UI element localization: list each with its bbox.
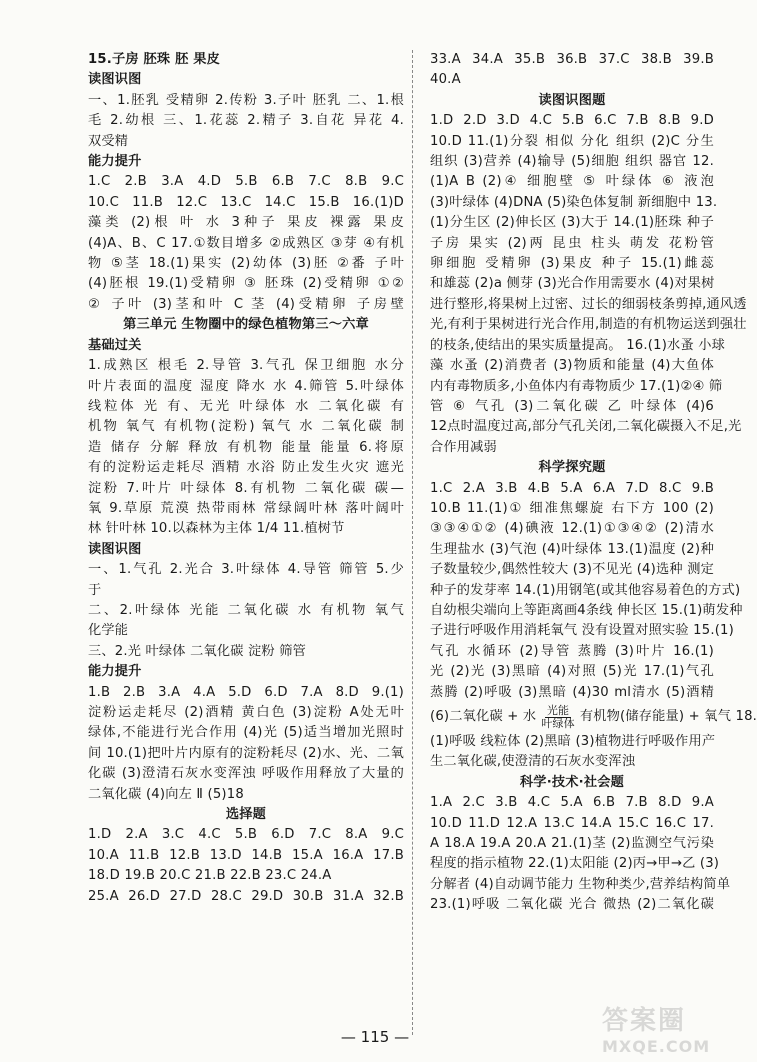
answer-line: (4)A、B、C 17.①数目增多 ②成熟区 ③芽 ④有机 — [88, 235, 404, 251]
answer-line: (1)A B (2)④ 细胞壁 ⑤ 叶绿体 ⑥ 液泡 — [430, 174, 714, 190]
answer-line: 生二氧化碳,使澄清的石灰水变浑浊 — [430, 754, 636, 770]
formula-prefix: (6)二氧化碳 + 水 — [430, 709, 537, 725]
answer-line: 二、2.叶绿体 光能 二氧化碳 水 有机物 氧气 — [88, 602, 404, 618]
answer-line: 一、1.气孔 2.光合 3.叶绿体 4.导管 筛管 5.少 — [88, 562, 404, 578]
answer-line: 12点时温度过高,部分气孔关闭,二氧化碳摄入不足,光 — [430, 419, 742, 435]
answer-line: 1.D 2.D 3.D 4.C 5.B 6.C 7.B 8.B 9.D — [430, 113, 714, 129]
answer-line: 氧 9.草原 荒漠 热带雨林 常绿阔叶林 落叶阔叶 — [88, 500, 404, 516]
answer-line: 1.B 2.B 3.A 4.A 5.D 6.D 7.A 8.D 9.(1) — [88, 684, 404, 700]
answer-line: 10.D 11.D 12.A 13.C 14.A 15.C 16.C 17. — [430, 815, 714, 831]
left-column — [88, 50, 404, 907]
answer-line: 化碳 (3)澄清石灰水变浑浊 呼吸作用释放了大量的 — [88, 766, 404, 782]
photosynthesis-formula — [430, 704, 757, 730]
answer-line: 子数量较少,偶然性较大 (3)不见光 (4)选种 测定 — [430, 562, 714, 578]
answer-line: 10.B 11.(1)① 细准焦螺旋 右下方 100 (2) — [430, 500, 714, 516]
answer-line: 23.(1)呼吸 二氧化碳 光合 微热 (2)二氧化碳 — [430, 897, 714, 913]
answer-line: 的枝条,使结出的果实质量提高。 16.(1)水蚤 小球 — [430, 337, 726, 353]
answer-line: 光,有利于果树进行光合作用,制造的有机物运送到强壮 — [430, 317, 747, 333]
answer-line: 淀粉运走耗尽 (2)酒精 黄白色 (3)淀粉 A处无叶 — [88, 705, 404, 720]
answer-line: 淀粉 7.叶片 叶绿体 8.有机物 二氧化碳 碳— — [88, 480, 404, 496]
answer-line: 化学能 — [88, 623, 129, 639]
formula-under: 叶绿体 — [541, 717, 575, 730]
answer-line: 和雄蕊 (2)a 侧芽 (3)光合作用需要水 (4)对果树 — [430, 276, 715, 292]
section-heading: 能力提升 — [88, 154, 142, 170]
answer-line: 机物 氧气 有机物(淀粉) 氧气 水 二氧化碳 制 — [88, 419, 404, 435]
answer-line: 绿体,不能进行光合作用 (4)光 (5)适当增加光照时 — [88, 725, 404, 741]
section-heading: 选择题 — [225, 807, 267, 823]
answer-line: 叶片表面的温度 湿度 降水 水 4.筛管 5.叶绿体 — [88, 378, 404, 394]
section-heading: 15.子房 胚珠 胚 果皮 — [88, 52, 221, 67]
column-divider — [412, 50, 413, 1035]
answer-line: ② 子叶 (3)茎和叶 C 茎 (4)受精卵 子房壁 — [88, 296, 404, 312]
answer-line: 自幼根尖端向上等距离画4条线 伸长区 15.(1)萌发种 — [430, 602, 743, 618]
answer-line: 25.A 26.D 27.D 28.C 29.D 30.B 31.A 32.B — [88, 888, 404, 904]
answer-line: 1.C 2.B 3.A 4.D 5.B 6.B 7.C 8.B 9.C — [88, 174, 404, 190]
answer-line: 子进行呼吸作用消耗氧气 没有设置对照实验 15.(1) — [430, 623, 734, 639]
answer-line: 18.D 19.B 20.C 21.B 22.B 23.C 24.A — [88, 868, 332, 884]
section-heading: 科学探究题 — [538, 460, 606, 476]
answer-line: (1)呼吸 线粒体 (2)黑暗 (3)植物进行呼吸作用产 — [430, 734, 716, 749]
answer-line: 分解者 (4)自动调节能力 生物种类少,营养结构简单 — [430, 876, 731, 892]
answer-line: 10.A 11.B 12.B 13.D 14.B 15.A 16.A 17.B — [88, 847, 404, 863]
answer-line: 气孔 水循环 (2)导管 蒸腾 (3)叶片 16.(1) — [430, 643, 714, 659]
answer-line: 造 储存 分解 释放 有机物 能量 能量 6.将原 — [88, 439, 404, 455]
answer-line: 三、2.光 叶绿体 二氧化碳 淀粉 筛管 — [88, 643, 306, 659]
answer-line: 1.A 2.C 3.B 4.C 5.A 6.B 7.B 8.D 9.A — [430, 795, 714, 811]
page-number: — 115 — — [340, 1028, 410, 1046]
answer-line: 内有毒物质多,小鱼体内有毒物质少 17.(1)②④ 筛 — [430, 378, 723, 394]
answer-line: 蒸腾 (2)呼吸 (3)黑暗 (4)30 ml清水 (5)酒精 — [430, 684, 714, 700]
formula-arrow — [539, 705, 577, 730]
answer-line: 卵细胞 受精卵 (3)果皮 种子 15.(1)雌蕊 — [430, 256, 714, 272]
watermark-en: MXQE.COM — [602, 1037, 711, 1056]
answer-line: 进行整形,将果树上过密、过长的细弱枝条剪掉,通风透 — [430, 296, 747, 312]
answer-line: ③③④①② (4)碘液 12.(1)①③④② (2)清水 — [430, 521, 714, 537]
answer-line: 1.C 2.A 3.B 4.B 5.A 6.A 7.D 8.C 9.B — [430, 480, 714, 496]
answer-line: 双受精 — [88, 133, 129, 149]
answer-line: 合作用减弱 — [430, 439, 497, 455]
answer-line: 种子的发芽率 14.(1)用钢笔(或其他容易着色的方式) — [430, 582, 741, 598]
section-heading: 读图识图题 — [538, 92, 606, 108]
answer-line: 于 — [88, 582, 102, 598]
answer-line: 程度的指示植物 22.(1)太阳能 (2)丙→甲→乙 (3) — [430, 856, 720, 872]
answer-line: 二氧化碳 (4)向左 Ⅱ (5)18 — [88, 786, 244, 802]
answer-line: 10.C 11.B 12.C 13.C 14.C 15.B 16.(1)D — [88, 194, 404, 210]
answer-line: 物 ⑤茎 18.(1)果实 (2)幼体 (3)胚 ②番 子叶 — [88, 256, 404, 272]
answer-line: 1.D 2.A 3.C 4.C 5.B 6.D 7.C 8.A 9.C — [88, 827, 404, 843]
answer-line: 间 10.(1)把叶片内原有的淀粉耗尽 (2)水、光、二氧 — [88, 745, 404, 761]
answer-line: 组织 (3)营养 (4)输导 (5)细胞 组织 器官 12. — [430, 154, 714, 170]
answer-line: A 18.A 19.A 20.A 21.(1)茎 (2)监测空气污染 — [430, 836, 714, 852]
section-heading: 科学·技术·社会题 — [519, 774, 625, 790]
answer-line: 生理盐水 (3)气泡 (4)叶绿体 13.(1)温度 (2)种 — [430, 541, 714, 557]
answer-line: 1.成熟区 根毛 2.导管 3.气孔 保卫细胞 水分 — [88, 358, 404, 374]
section-heading: 基础过关 — [88, 337, 142, 353]
answer-line: 林 针叶林 10.以森林为主体 1/4 11.植树节 — [88, 521, 345, 537]
answer-line: (1)分生区 (2)伸长区 (3)大于 14.(1)胚珠 种子 — [430, 215, 714, 231]
answer-line: 毛 2.幼根 三、1.花蕊 2.精子 3.自花 异花 4. — [88, 113, 404, 129]
answer-line: 藻 水蚤 (2)消费者 (3)物质和能量 (4)大鱼体 — [430, 358, 714, 374]
answer-line: 10.D 11.(1)分裂 相似 分化 组织 (2)C 分生 — [430, 133, 714, 149]
answer-line: 光 (2)光 (3)黑暗 (4)对照 (5)光 17.(1)气孔 — [430, 664, 714, 680]
formula-suffix: 有机物(储存能量) + 氧气 18. — [579, 709, 757, 725]
right-column — [430, 50, 757, 916]
section-heading: 能力提升 — [88, 664, 142, 680]
formula-over: 光能 — [546, 704, 570, 717]
answer-line: 藻类 (2)根 叶 水 3种子 果皮 裸露 果皮 — [88, 215, 404, 231]
answer-line: 线粒体 光 有、无光 叶绿体 水 二氧化碳 有 — [88, 398, 404, 414]
section-heading: 第三单元 生物圈中的绿色植物第三～六章 — [123, 317, 369, 333]
watermark-logo — [602, 1000, 732, 1054]
answer-line: 管 ⑥ 气孔 (3)二氧化碳 乙 叶绿体 (4)6 — [430, 398, 714, 414]
answer-line: 40.A — [430, 72, 461, 88]
watermark-cn: 答案圈 — [602, 1006, 687, 1036]
section-heading: 读图识图 — [88, 72, 142, 88]
section-heading: 读图识图 — [88, 541, 142, 557]
answer-line: 子房 果实 (2)两 昆虫 柱头 萌发 花粉管 — [430, 235, 714, 251]
answer-line: (3)叶绿体 (4)DNA (5)染色体复制 新细胞中 13. — [430, 194, 718, 210]
answer-line: (4)胚根 19.(1)受精卵 ③ 胚珠 (2)受精卵 ①② — [88, 276, 404, 292]
answer-line: 有的淀粉运走耗尽 酒精 水浴 防止发生火灾 遮光 — [88, 460, 404, 476]
answer-line: 一、1.胚乳 受精卵 2.传粉 3.子叶 胚乳 二、1.根 — [88, 92, 404, 108]
answer-line: 33.A 34.A 35.B 36.B 37.C 38.B 39.B — [430, 52, 714, 67]
